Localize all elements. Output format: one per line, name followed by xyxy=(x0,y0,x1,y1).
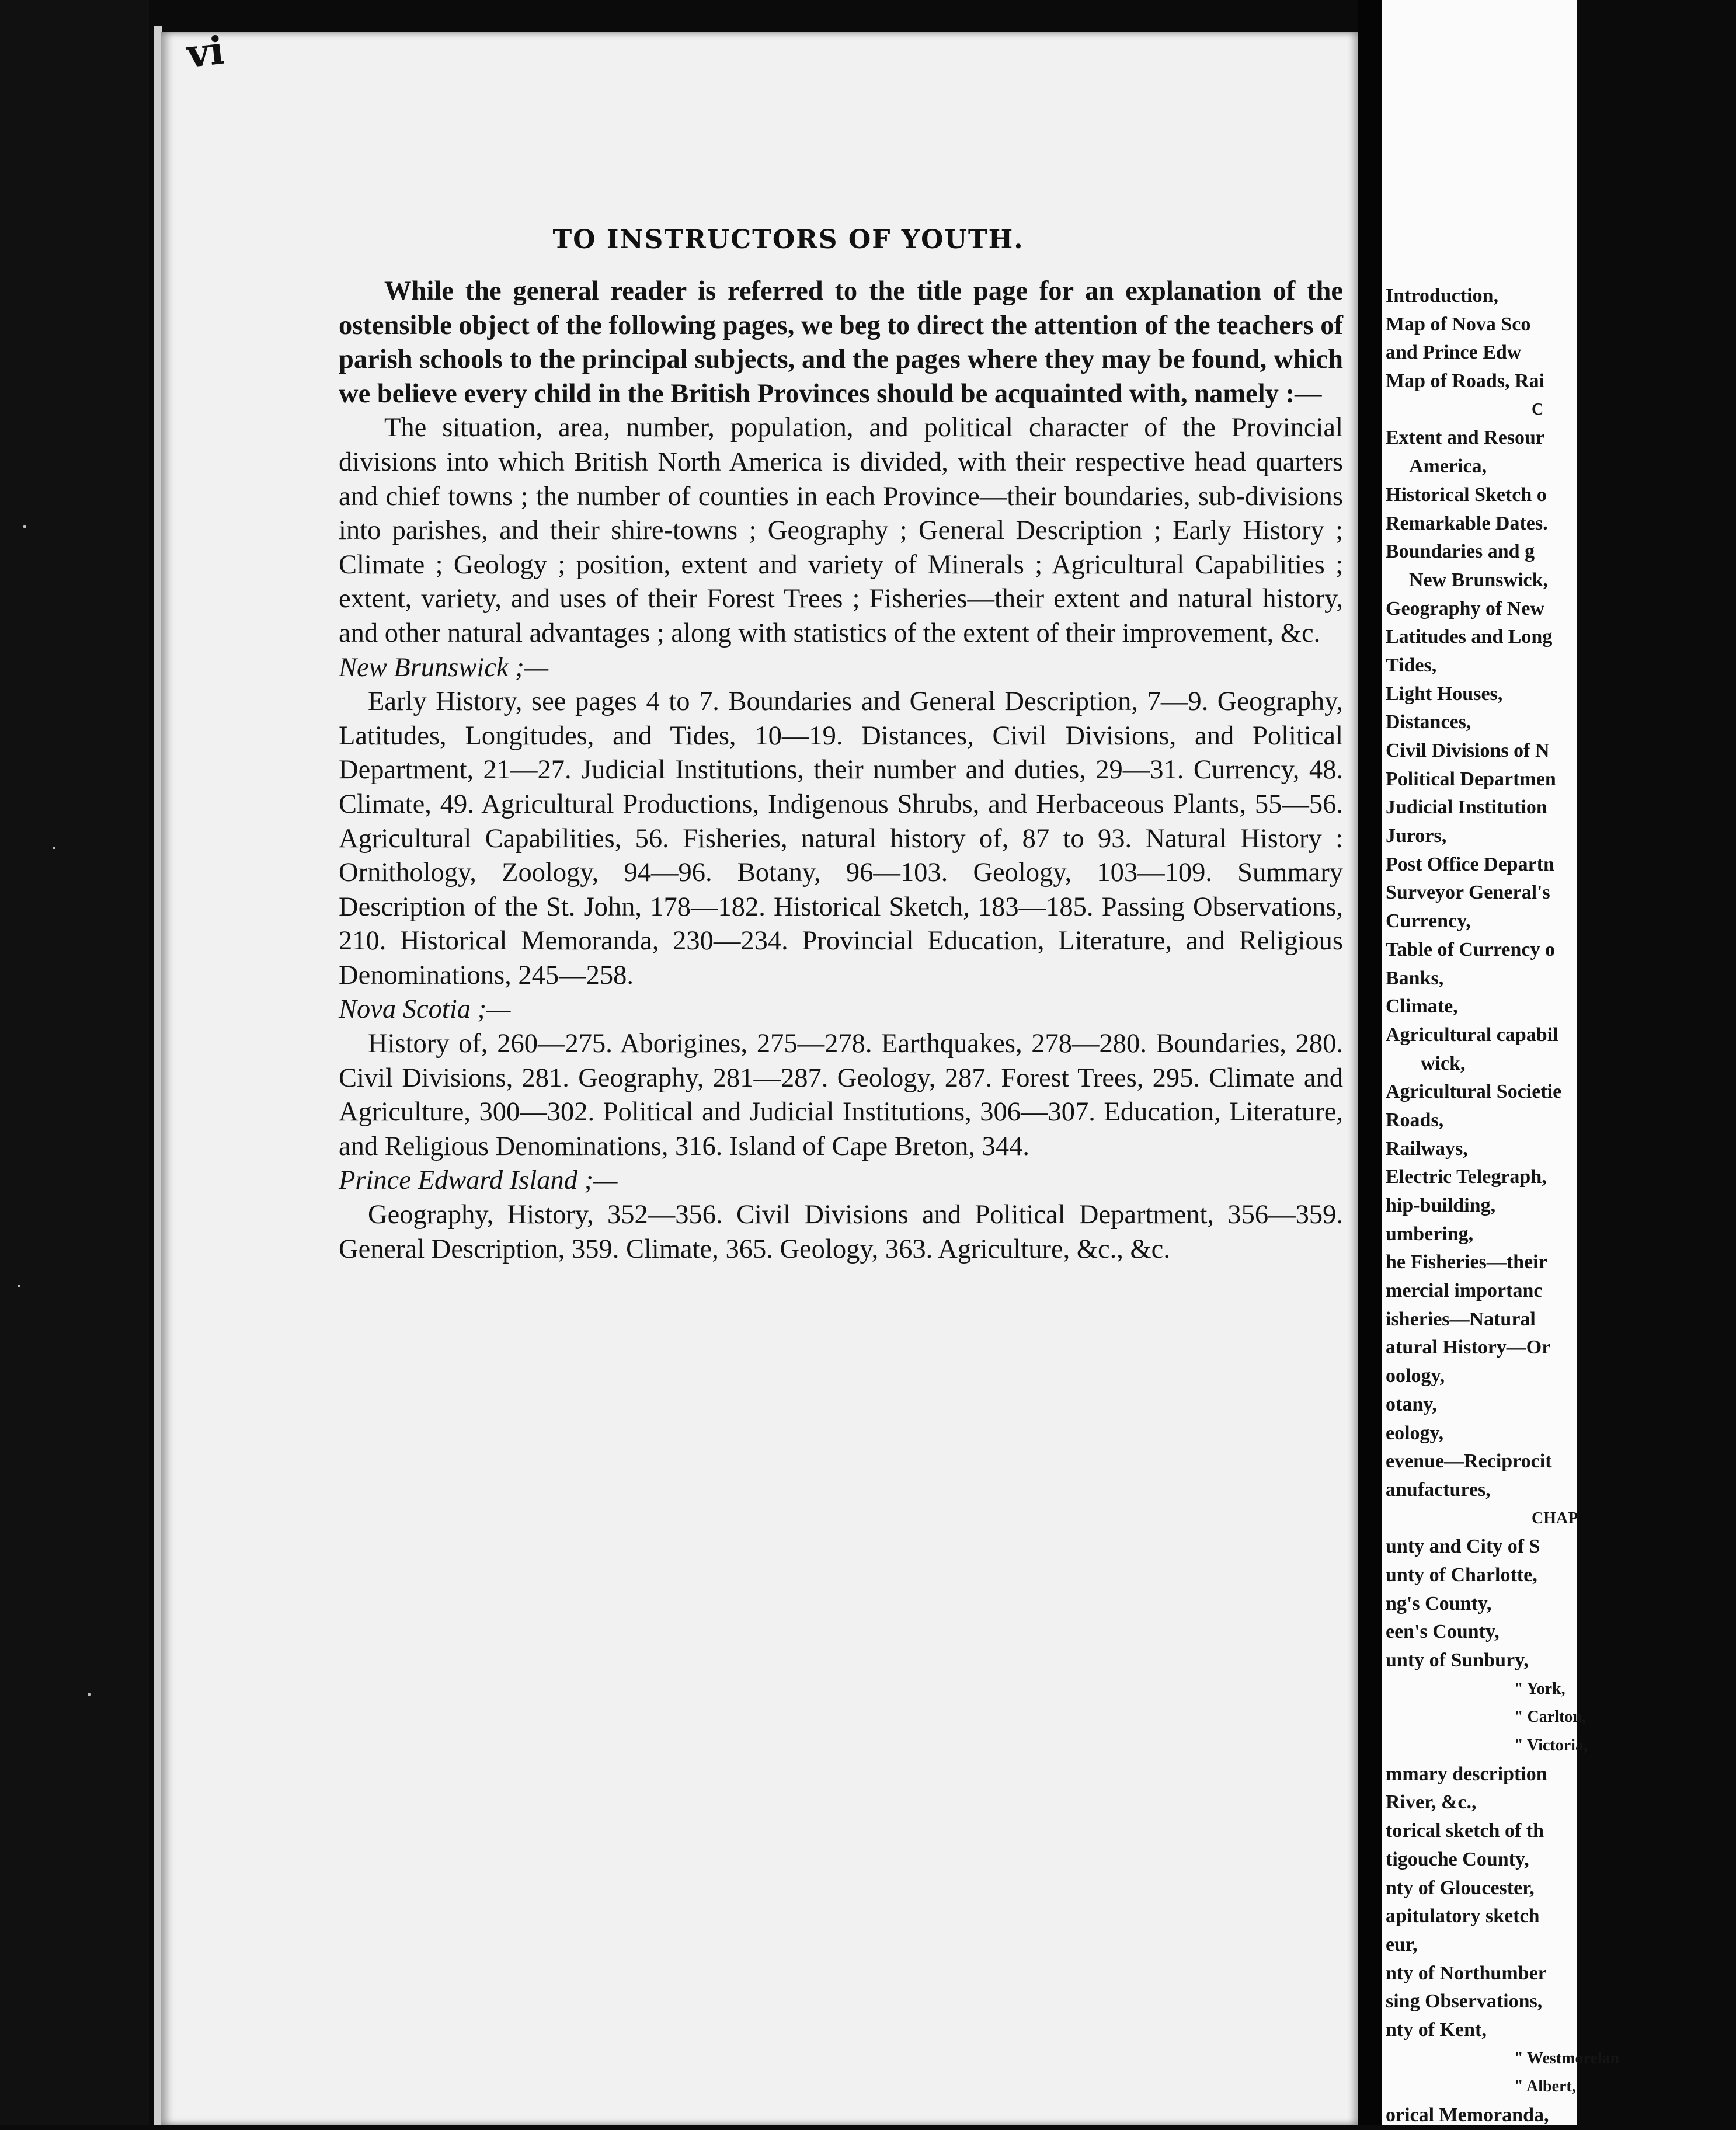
dust-speck xyxy=(53,847,55,849)
intro-paragraph: While the general reader is referred to the title page for an explanation of the ostensible object of the following pages, we beg to direct the attention of the teachers of parish schools to the principal subjects, and the pages where they may be found, which we believe every child in the British Provinces should be acquainted with, namely :— xyxy=(339,276,1343,409)
facing-page-line: umbering, xyxy=(1386,1223,1474,1245)
facing-page-line: Extent and Resour xyxy=(1386,427,1545,449)
facing-page-line: Distances, xyxy=(1386,711,1471,733)
facing-page-line: orical Memoranda, xyxy=(1386,2104,1549,2126)
facing-page-line: apitulatory sketch xyxy=(1386,1905,1540,1927)
facing-page-line: " Carlton, xyxy=(1514,1708,1586,1727)
facing-page-line: unty of Charlotte, xyxy=(1386,1564,1537,1586)
section-heading-nova-scotia: Nova Scotia ;— xyxy=(339,994,511,1025)
facing-page-line: Remarkable Dates. xyxy=(1386,512,1548,534)
facing-page-line: Electric Telegraph, xyxy=(1386,1166,1547,1188)
facing-page-contents xyxy=(1382,0,1620,2126)
page-number: vi xyxy=(185,27,227,77)
facing-page-line: atural History—Or xyxy=(1386,1337,1551,1359)
facing-page-line: Light Houses, xyxy=(1386,683,1503,705)
facing-page-line: America, xyxy=(1409,455,1487,478)
facing-page-line: wick, xyxy=(1421,1052,1466,1074)
facing-page-line: Civil Divisions of N xyxy=(1386,740,1550,761)
facing-page-line: " York, xyxy=(1514,1679,1565,1698)
facing-page-line: " Victoria, xyxy=(1514,1736,1588,1755)
facing-page-line: tigouche County, xyxy=(1386,1848,1529,1870)
facing-page-line: Currency, xyxy=(1386,910,1471,932)
facing-page-line: eur, xyxy=(1386,1933,1418,1955)
book-gutter xyxy=(1358,0,1382,2125)
facing-page-line: and Prince Edw xyxy=(1386,342,1522,364)
facing-page-line: Post Office Departn xyxy=(1386,853,1554,875)
facing-page-line: nty of Northumber xyxy=(1386,1962,1547,1984)
facing-page-line: oology, xyxy=(1386,1365,1445,1387)
facing-page-line: Map of Roads, Rai xyxy=(1386,370,1545,392)
facing-page-line: Banks, xyxy=(1386,967,1444,989)
facing-page-line: New Brunswick, xyxy=(1409,569,1549,591)
facing-page-line: Geography of New xyxy=(1386,597,1544,619)
page-title: TO INSTRUCTORS OF YOUTH. xyxy=(552,225,1024,255)
facing-page-line: Roads, xyxy=(1386,1109,1444,1131)
facing-page-line: Climate, xyxy=(1386,996,1458,1018)
facing-page-line: mercial importanc xyxy=(1386,1280,1543,1302)
facing-page-line: Political Departmen xyxy=(1386,768,1556,790)
facing-page-line: mmary description xyxy=(1386,1763,1547,1785)
facing-page-line: ng's County, xyxy=(1386,1592,1492,1614)
body-text xyxy=(339,274,1343,1266)
section-heading-new-brunswick: New Brunswick ;— xyxy=(339,652,549,683)
facing-page-line: Map of Nova Sco xyxy=(1386,313,1531,335)
dust-speck xyxy=(23,525,26,528)
facing-page-line: Tides, xyxy=(1386,654,1437,676)
section-text-prince-edward-island: Geography, History, 352—356. Civil Divisions and Political Department, 356—359. General Description, 359. Climate, 365. Geology, 363. Agriculture, &c., &c. xyxy=(339,1200,1343,1264)
facing-page-line: Table of Currency o xyxy=(1386,938,1555,960)
facing-page-line: Latitudes and Long xyxy=(1386,626,1553,648)
facing-page-line: he Fisheries—their xyxy=(1386,1251,1547,1273)
facing-page-line: Historical Sketch o xyxy=(1386,483,1547,506)
facing-page-line: sing Observations, xyxy=(1386,1990,1543,2013)
section-text-nova-scotia: History of, 260—275. Aborigines, 275—278. Earthquakes, 278—280. Boundaries, 280. Civil Divisions, 281. Geography, 281—287. Geology, 287. Forest Trees, 295. Climate and Agriculture, 300—302. Political and Judicial Institutions, 306—307. Education, Literature, and Religious Denominations, 316. Island of Cape Breton, 344. xyxy=(339,1029,1343,1161)
facing-page-line: nty of Kent, xyxy=(1386,2018,1487,2041)
facing-page-line: Agricultural capabil xyxy=(1386,1024,1558,1046)
facing-page-line: Judicial Institution xyxy=(1386,796,1547,819)
facing-page-line: unty and City of S xyxy=(1386,1536,1540,1558)
facing-page-line: " Albert, xyxy=(1514,2077,1576,2096)
facing-page-line: otany, xyxy=(1386,1393,1437,1415)
facing-page-line: anufactures, xyxy=(1386,1478,1491,1501)
dust-speck xyxy=(88,1693,91,1696)
facing-page-line: River, &c., xyxy=(1386,1791,1477,1814)
facing-page-line: " Westmorelan xyxy=(1514,2049,1620,2068)
facing-page-line: C xyxy=(1532,400,1544,419)
facing-page-line: Jurors, xyxy=(1386,825,1447,847)
facing-page-line: unty of Sunbury, xyxy=(1386,1649,1529,1671)
facing-page-line: Railways, xyxy=(1386,1137,1468,1160)
facing-page-line: isheries—Natural xyxy=(1386,1308,1536,1330)
section-heading-prince-edward-island: Prince Edward Island ;— xyxy=(339,1165,618,1196)
subjects-paragraph: The situation, area, number, population, and political character of the Provincial divisions into which British North America is divided, with their respective head quarters and chief towns ; the number of counties in each Province—their boundaries, sub-divisions into parishes, and their shire-towns ; Geography ; General Description ; Early History ; Climate ; Geology ; position, extent and variety of Minerals ; Agricultural Capabilities ; extent, variety, and uses of their Forest Trees ; Fisheries—their extent and natural history, and other natural advantages ; along with statistics of the extent of their improvement, &c. xyxy=(339,413,1343,648)
facing-page-line: eology, xyxy=(1386,1422,1444,1444)
facing-page-line: CHAP xyxy=(1532,1509,1578,1527)
section-text-new-brunswick: Early History, see pages 4 to 7. Boundaries and General Description, 7—9. Geography, Latitudes, Longitudes, and Tides, 10—19. Distances, Civil Divisions, and Political Department, 21—27. Judicial Institutions, their number and duties, 29—31. Currency, 48. Climate, 49. Agricultural Productions, Indigenous Shrubs, and Herbaceous Plants, 55—56. Agricultural Capabilities, 56. Fisheries, natural history of, 87 to 93. Natural History : Ornithology, Zoology, 94—96. Botany, 96—103. Geology, 103—109. Summary Description of the St. John, 178—182. Historical Sketch, 183—185. Passing Observations, 210. Historical Memoranda, 230—234. Provincial Education, Literature, and Religious Denominations, 245—258. xyxy=(339,687,1343,990)
facing-page-line: Surveyor General's xyxy=(1386,882,1550,904)
facing-page-list xyxy=(1386,282,1736,2130)
facing-page-line: evenue—Reciprocit xyxy=(1386,1450,1552,1473)
facing-page-line: nty of Gloucester, xyxy=(1386,1877,1535,1899)
facing-page-line: Boundaries and g xyxy=(1386,541,1535,563)
scan-background xyxy=(0,0,149,2125)
dust-speck xyxy=(18,1285,20,1287)
facing-page-line: Introduction, xyxy=(1386,285,1499,307)
facing-page-line: Agricultural Societie xyxy=(1386,1081,1562,1103)
facing-page-line: een's County, xyxy=(1386,1621,1500,1643)
facing-page-line: hip-building, xyxy=(1386,1195,1496,1216)
facing-page-line: torical sketch of th xyxy=(1386,1820,1544,1842)
